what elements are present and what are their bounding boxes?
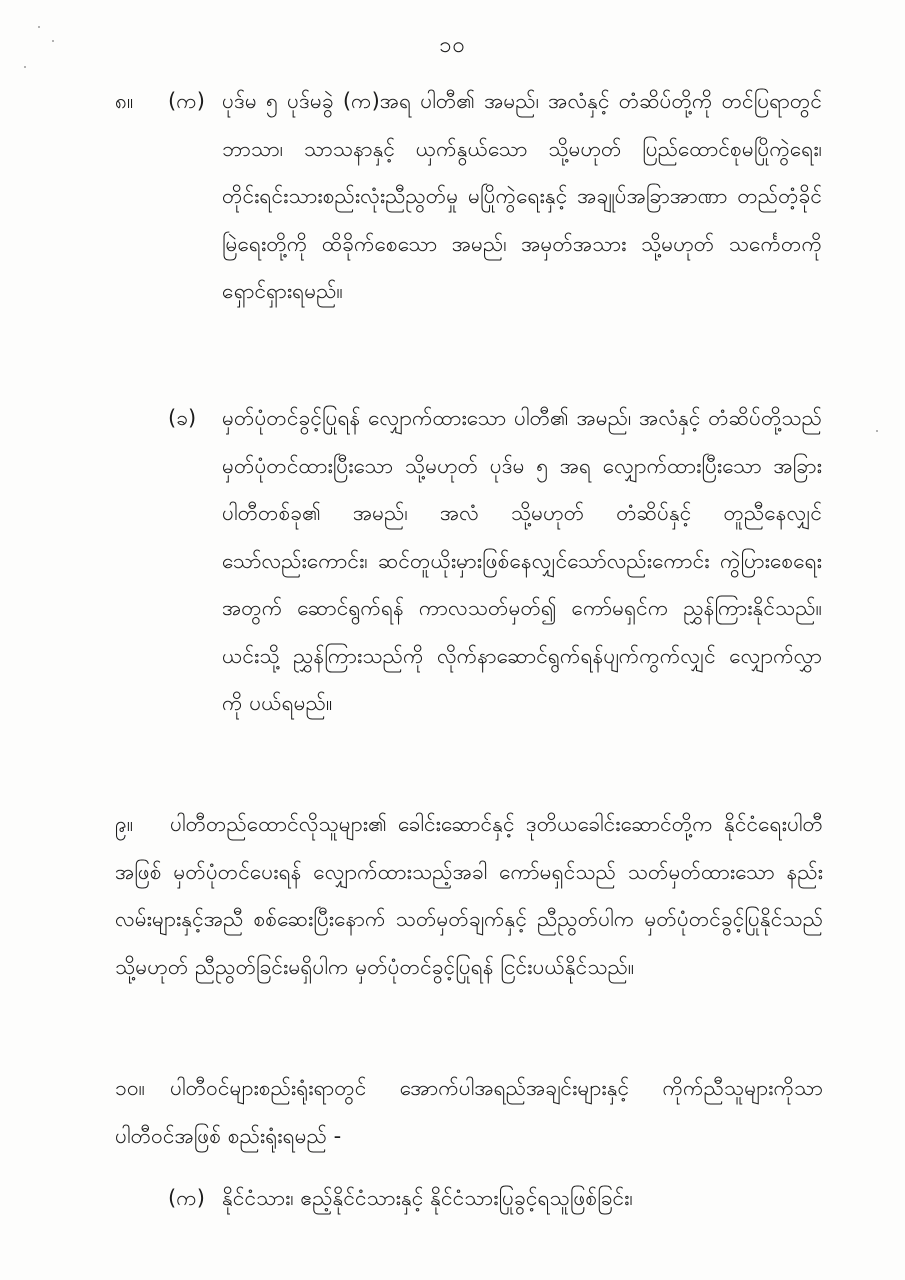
scan-speck — [24, 66, 26, 68]
section-8a-label: (က) — [168, 89, 205, 113]
section-8a-text: ပုဒ်မ ၅ ပုဒ်မခွဲ (က)အရ ပါတီ၏ အမည်၊ အလံနှင့် တံဆိပ်တို့ကို တင်ပြရာတွင် ဘာသာ၊ သာသနာနှင့် ယှက်နွယ်သော သို့မဟုတ် ပြည်ထောင်စုမပြိုကွဲရေး၊ တိုင်းရင်းသားစည်းလုံးညီညွတ်မှု မပြိုကွဲရေးနှင့် အချုပ်အခြာအာဏာ တည်တံ့ခိုင်မြဲရေးတို့ကို ထိခိုက်စေသော အမည်၊ အမှတ်အသား သို့မဟုတ် သင်္ကေတကို ရှောင်ရှားရမည်။ — [222, 89, 822, 303]
section-8-number: ၈။ — [115, 89, 134, 113]
section-10a-label: (က) — [168, 1186, 205, 1210]
scan-speck — [876, 430, 878, 432]
scan-speck — [52, 40, 54, 42]
section-8b-label: (ခ) — [168, 406, 197, 430]
section-9-number: ၉။ — [115, 812, 134, 836]
section-10-number: ၁၀။ — [115, 1076, 145, 1100]
section-10a-text: နိုင်ငံသား၊ ဧည့်နိုင်ငံသားနှင့် နိုင်ငံသားပြုခွင့်ရသူဖြစ်ခြင်း၊ — [222, 1186, 633, 1210]
scan-speck — [38, 26, 40, 28]
section-10-text: ပါတီဝင်များစည်းရုံးရာတွင် အောက်ပါအရည်အချင်းများနှင့် ကိုက်ညီသူများကိုသာ ပါတီဝင်အဖြစ် စည်းရုံးရမည် - — [115, 1076, 823, 1148]
page-number: ၁၀ — [439, 33, 466, 58]
section-9-text: ပါတီတည်ထောင်လိုသူများ၏ ခေါင်းဆောင်နှင့် ဒုတိယခေါင်းဆောင်တို့က နိုင်ငံရေးပါတီအဖြစ် မှတ်ပုံတင်ပေးရန် လျှောက်ထားသည့်အခါ ကော်မရှင်သည် သတ်မှတ်ထားသော နည်းလမ်းများနှင့်အညီ စစ်ဆေးပြီးနောက် သတ်မှတ်ချက်နှင့် ညီညွတ်ပါက မှတ်ပုံတင်ခွင့်ပြုနိုင်သည် သို့မဟုတ် ညီညွတ်ခြင်းမရှိပါက မှတ်ပုံတင်ခွင့်ပြုရန် ငြင်းပယ်နိုင်သည်။ — [115, 812, 823, 979]
section-8b-text: မှတ်ပုံတင်ခွင့်ပြုရန် လျှောက်ထားသော ပါတီ၏ အမည်၊ အလံနှင့် တံဆိပ်တို့သည် မှတ်ပုံတင်ထားပြီးသော သို့မဟုတ် ပုဒ်မ ၅ အရ လျှောက်ထားပြီးသော အခြားပါတီတစ်ခု၏ အမည်၊ အလံ သို့မဟုတ် တံဆိပ်နှင့် တူညီနေလျှင်သော်လည်းကောင်း၊ ဆင်တူယိုးမှားဖြစ်နေလျှင်သော်လည်းကောင်း ကွဲပြားစေရေးအတွက် ဆောင်ရွက်ရန် ကာလသတ်မှတ်၍ ကော်မရှင်က ညွှန်ကြားနိုင်သည်။ ယင်းသို့ ညွှန်ကြားသည်ကို လိုက်နာဆောင်ရွက်ရန်ပျက်ကွက်လျှင် လျှောက်လွှာကို ပယ်ရမည်။ — [222, 406, 822, 715]
